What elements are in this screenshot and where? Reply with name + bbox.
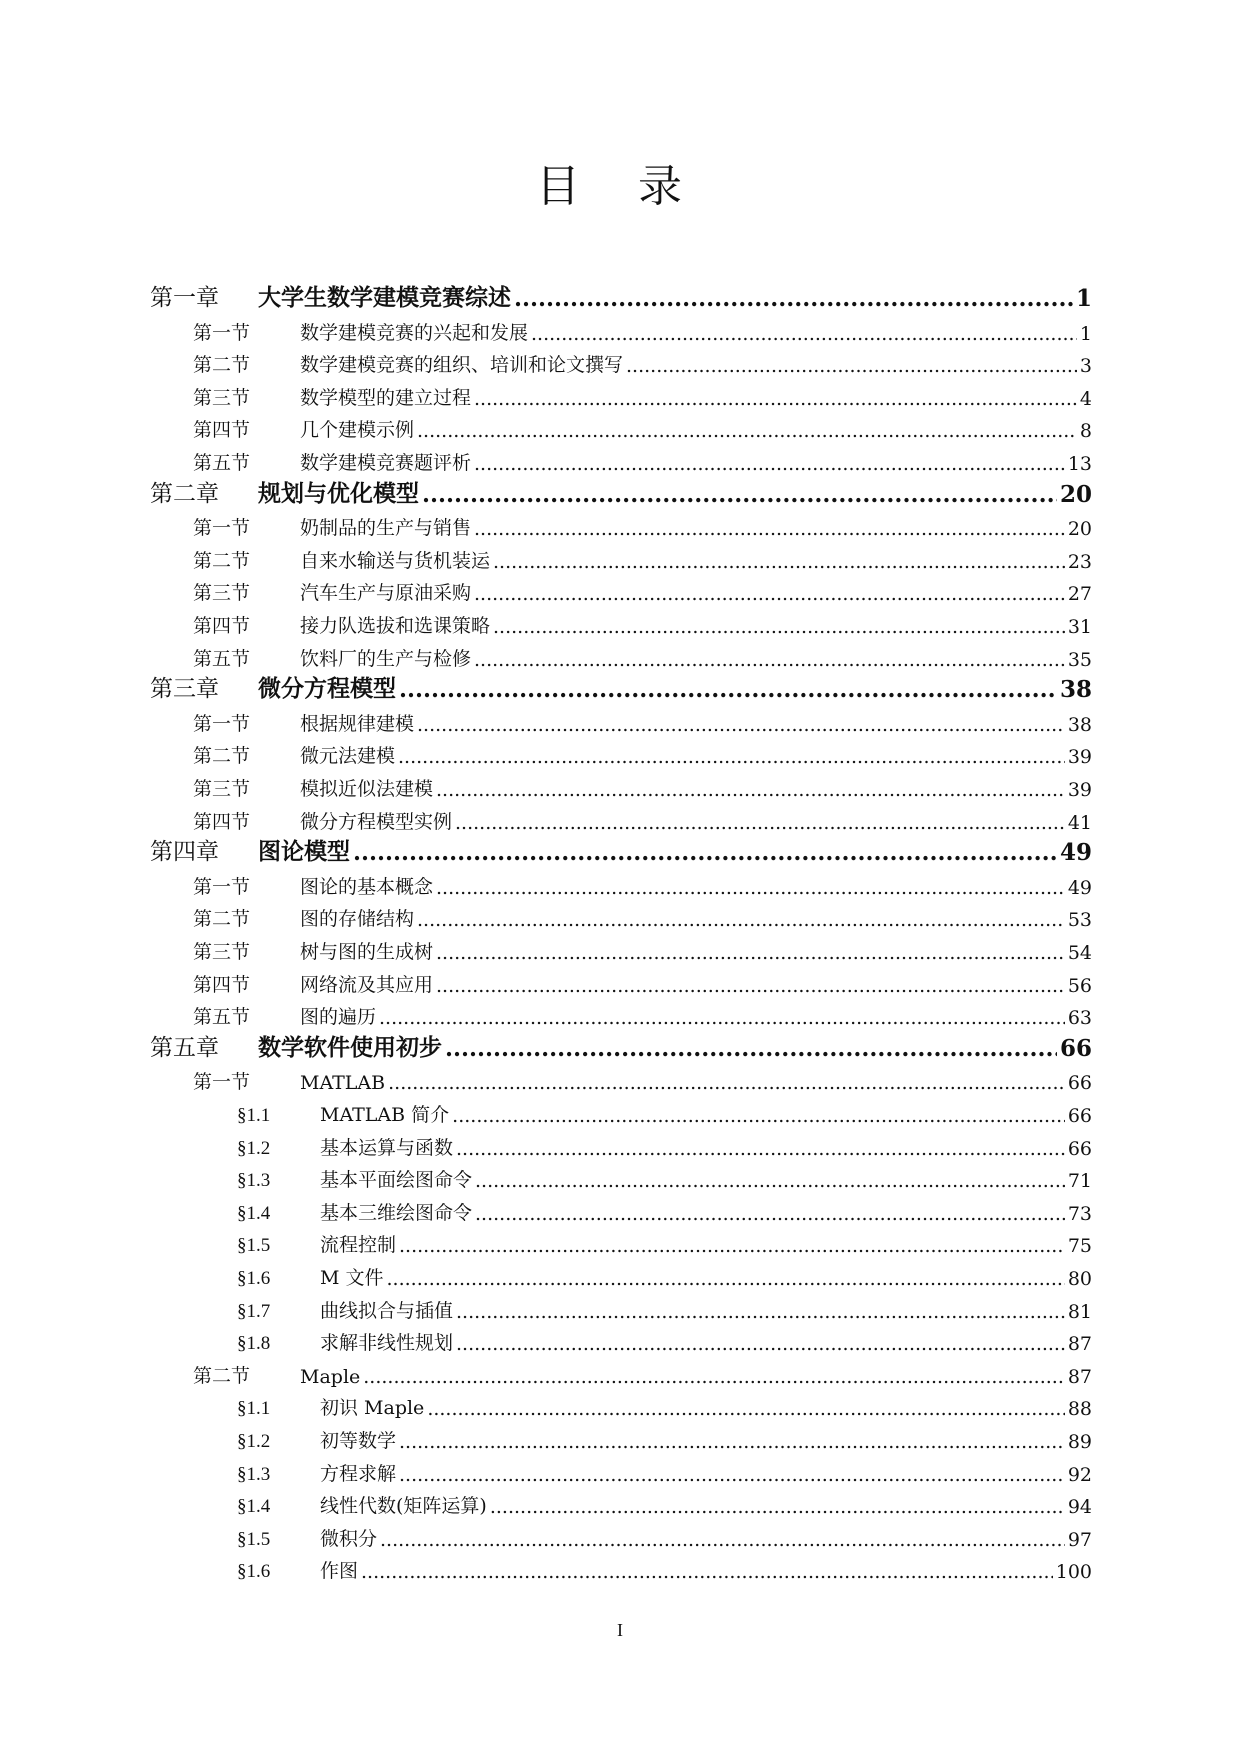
- page-number-footer: I: [617, 1620, 623, 1640]
- toc-entry-page: 80: [1067, 1268, 1092, 1290]
- toc-dot-leader: [387, 1267, 1065, 1290]
- toc-entry-number: §1.7: [237, 1300, 271, 1322]
- toc-entry-page: 94: [1067, 1496, 1092, 1519]
- toc-entry-number: 第五节: [193, 647, 251, 670]
- toc-entry-number: 第一节: [193, 1071, 251, 1094]
- toc-entry-title: 数学模型的建立过程: [300, 386, 472, 409]
- toc-entry-number: 第四节: [193, 419, 251, 442]
- toc-entry-page: 49: [1059, 839, 1092, 867]
- toc-entry-page: 39: [1067, 779, 1092, 801]
- toc-dot-leader: [399, 1430, 1065, 1453]
- toc-entry-number: 第二节: [193, 1364, 251, 1387]
- toc-entry-title: 微分方程模型: [258, 675, 396, 703]
- toc-entry-title: Maple: [300, 1365, 361, 1388]
- toc-entry-page: 13: [1067, 453, 1092, 475]
- toc-entry-number: 第二节: [193, 908, 251, 931]
- toc-entry-page: 20: [1067, 518, 1092, 541]
- toc-entry-title: 数学建模竞赛的组织、培训和论文撰写: [300, 354, 624, 377]
- toc-subsection-entry[interactable]: [237, 1128, 1092, 1160]
- toc-entry-number: §1.2: [237, 1137, 271, 1159]
- toc-entry-page: 66: [1067, 1105, 1092, 1127]
- toc-entry-page: 88: [1067, 1398, 1092, 1421]
- toc-entry-number: §1.6: [237, 1561, 271, 1583]
- toc-entry-page: 8: [1079, 420, 1092, 443]
- toc-dot-leader: [436, 974, 1065, 997]
- toc-entry-title: 方程求解: [320, 1462, 397, 1485]
- toc-entry-number: §1.5: [237, 1528, 271, 1550]
- toc-entry-number: §1.6: [237, 1268, 271, 1289]
- toc-entry-number: 第五章: [150, 1034, 219, 1061]
- toc-entry-page: 56: [1067, 974, 1092, 997]
- toc-entry-title: 树与图的生成树: [300, 941, 434, 963]
- toc-entry-number: §1.1: [237, 1105, 271, 1126]
- toc-dot-leader: [380, 1528, 1065, 1551]
- toc-chapter-entry[interactable]: [150, 671, 1092, 703]
- toc-dot-leader: [456, 1137, 1065, 1160]
- toc-chapter-entry[interactable]: [150, 476, 1092, 508]
- toc-subsection-entry[interactable]: [237, 1388, 1092, 1420]
- toc-section-entry[interactable]: [193, 410, 1092, 442]
- toc-entry-title: 微积分: [320, 1527, 378, 1550]
- toc-subsection-entry[interactable]: [237, 1323, 1092, 1355]
- toc-entry-number: §1.3: [237, 1170, 271, 1192]
- toc-entry-title: 自来水输送与货机装运: [300, 549, 491, 572]
- toc-entry-page: 66: [1067, 1072, 1092, 1095]
- toc-entry-number: 第一节: [193, 517, 251, 540]
- toc-section-entry[interactable]: [193, 704, 1092, 736]
- toc-dot-leader: [399, 676, 1057, 704]
- toc-entry-page: 92: [1067, 1463, 1092, 1486]
- toc-entry-page: 20: [1059, 480, 1092, 508]
- toc-entry-number: 第二节: [193, 549, 251, 572]
- toc-entry-title: 数学建模竞赛的兴起和发展: [300, 321, 529, 344]
- toc-entry-page: 27: [1067, 583, 1092, 606]
- toc-entry-number: 第五节: [193, 452, 251, 474]
- toc-dot-leader: [379, 1006, 1065, 1029]
- toc-dot-leader: [493, 550, 1065, 573]
- toc-dot-leader: [531, 322, 1077, 345]
- toc-subsection-entry[interactable]: [237, 1519, 1092, 1551]
- toc-dot-leader: [474, 387, 1077, 410]
- toc-entry-title: MATLAB: [300, 1072, 386, 1095]
- toc-dot-leader: [514, 284, 1073, 312]
- toc-dot-leader: [427, 1398, 1065, 1421]
- toc-entry-title: 图论模型: [258, 838, 350, 866]
- toc-entry-page: 75: [1067, 1235, 1092, 1258]
- toc-subsection-entry[interactable]: [237, 1225, 1092, 1257]
- toc-dot-leader: [452, 1104, 1065, 1127]
- toc-entry-page: 38: [1059, 676, 1092, 704]
- toc-entry-title: 接力队选拔和选课策略: [300, 615, 491, 637]
- toc-entry-page: 54: [1067, 942, 1092, 964]
- toc-entry-number: §1.5: [237, 1235, 271, 1257]
- toc-entry-title: 作图: [320, 1560, 359, 1583]
- toc-entry-number: §1.4: [237, 1496, 271, 1518]
- page-title: 目 录: [536, 161, 704, 212]
- toc-subsection-entry[interactable]: [237, 1291, 1092, 1323]
- toc-entry-page: 89: [1067, 1431, 1092, 1453]
- toc-entry-page: 3: [1079, 355, 1092, 378]
- toc-entry-number: 第四节: [193, 615, 251, 637]
- toc-section-entry[interactable]: [193, 508, 1092, 540]
- toc-entry-page: 66: [1067, 1137, 1092, 1160]
- toc-entry-number: 第二节: [193, 354, 251, 377]
- toc-entry-number: 第一章: [150, 285, 219, 311]
- toc-entry-title: 网络流及其应用: [300, 973, 434, 996]
- toc-entry-number: 第二节: [193, 745, 251, 768]
- toc-entry-number: 第三节: [193, 778, 251, 800]
- toc-dot-leader: [361, 1561, 1053, 1584]
- toc-entry-title: 基本平面绘图命令: [320, 1169, 473, 1192]
- toc-entry-title: 初等数学: [320, 1430, 397, 1452]
- toc-dot-leader: [474, 648, 1065, 671]
- toc-dot-leader: [398, 746, 1065, 769]
- toc-section-entry[interactable]: [193, 378, 1092, 410]
- toc-entry-number: 第五节: [193, 1006, 251, 1029]
- toc-entry-title: 图的遍历: [300, 1006, 377, 1029]
- toc-entry-page: 71: [1067, 1170, 1092, 1193]
- toc-entry-page: 23: [1067, 550, 1092, 573]
- toc-subsection-entry[interactable]: [237, 1160, 1092, 1192]
- toc-section-entry[interactable]: [193, 932, 1092, 964]
- toc-entry-title: 微元法建模: [300, 745, 396, 768]
- toc-entry-title: MATLAB 简介: [320, 1104, 450, 1126]
- toc-subsection-entry[interactable]: [237, 1421, 1092, 1453]
- toc-entry-number: §1.2: [237, 1431, 271, 1452]
- toc-section-entry[interactable]: [193, 736, 1092, 768]
- toc-entry-page: 100: [1055, 1561, 1092, 1584]
- toc-entry-title: 初识 Maple: [320, 1397, 425, 1420]
- toc-entry-number: §1.8: [237, 1333, 271, 1355]
- toc-section-entry[interactable]: [193, 573, 1092, 605]
- toc-dot-leader: [493, 615, 1065, 638]
- toc-entry-page: 53: [1067, 909, 1092, 932]
- toc-entry-number: 第三节: [193, 582, 251, 605]
- toc-subsection-entry[interactable]: [237, 1095, 1092, 1127]
- toc-entry-page: 1: [1079, 322, 1092, 345]
- toc-chapter-entry[interactable]: [150, 834, 1092, 866]
- toc-section-entry[interactable]: [193, 345, 1092, 377]
- toc-dot-leader: [388, 1072, 1065, 1095]
- toc-dot-leader: [399, 1235, 1065, 1258]
- toc-entry-number: 第三节: [193, 386, 251, 409]
- toc-entry-title: 汽车生产与原油采购: [300, 582, 472, 605]
- toc-entry-page: 73: [1067, 1202, 1092, 1225]
- toc-section-entry[interactable]: [193, 867, 1092, 899]
- toc-dot-leader: [436, 876, 1065, 899]
- toc-entry-page: 38: [1067, 713, 1092, 736]
- toc-section-entry[interactable]: [193, 997, 1092, 1029]
- toc-entry-title: M 文件: [320, 1267, 384, 1289]
- toc-entry-page: 41: [1067, 811, 1092, 834]
- toc-section-entry[interactable]: [193, 1356, 1092, 1388]
- toc-entry-title: 奶制品的生产与销售: [300, 517, 472, 540]
- toc-entry-number: 第三节: [193, 941, 251, 963]
- toc-dot-leader: [399, 1463, 1065, 1486]
- toc-entry-page: 31: [1067, 616, 1092, 638]
- toc-entry-title: 求解非线性规划: [320, 1332, 454, 1355]
- toc-entry-page: 35: [1067, 648, 1092, 671]
- toc-entry-title: 基本运算与函数: [320, 1136, 454, 1159]
- toc-entry-number: 第四章: [150, 839, 219, 866]
- toc-chapter-entry[interactable]: [150, 1030, 1092, 1062]
- toc-entry-page: 66: [1059, 1034, 1092, 1062]
- toc-entry-page: 63: [1067, 1007, 1092, 1030]
- toc-dot-leader: [417, 420, 1077, 443]
- toc-entry-page: 1: [1075, 285, 1092, 312]
- toc-entry-page: 39: [1067, 746, 1092, 769]
- toc-dot-leader: [422, 480, 1057, 508]
- toc-subsection-entry[interactable]: [237, 1193, 1092, 1225]
- toc-subsection-entry[interactable]: [237, 1454, 1092, 1486]
- toc-entry-title: 曲线拟合与插值: [320, 1299, 454, 1322]
- toc-dot-leader: [363, 1365, 1065, 1388]
- toc-entry-page: 87: [1067, 1333, 1092, 1356]
- toc-entry-page: 4: [1079, 387, 1092, 410]
- toc-entry-title: 微分方程模型实例: [300, 810, 453, 833]
- toc-entry-title: 数学建模竞赛题评析: [300, 452, 472, 474]
- toc-section-entry[interactable]: [193, 443, 1092, 475]
- toc-dot-leader: [474, 583, 1065, 606]
- toc-subsection-entry[interactable]: [237, 1551, 1092, 1583]
- toc-section-entry[interactable]: [193, 313, 1092, 345]
- toc-entry-page: 97: [1067, 1528, 1092, 1551]
- toc-dot-leader: [490, 1495, 1065, 1518]
- toc-entry-number: §1.3: [237, 1463, 271, 1485]
- toc-dot-leader: [353, 839, 1057, 867]
- toc-dot-leader: [417, 713, 1065, 736]
- toc-entry-title: 饮料厂的生产与检修: [300, 647, 472, 670]
- toc-entry-title: 规划与优化模型: [258, 479, 419, 507]
- toc-entry-title: 流程控制: [320, 1234, 397, 1257]
- toc-section-entry[interactable]: [193, 802, 1092, 834]
- toc-entry-page: 81: [1067, 1300, 1092, 1323]
- toc-chapter-entry[interactable]: [150, 280, 1092, 312]
- toc-subsection-entry[interactable]: [237, 1486, 1092, 1518]
- toc-entry-number: 第四节: [193, 810, 251, 833]
- toc-entry-number: 第三章: [150, 676, 219, 703]
- toc-entry-title: 线性代数(矩阵运算): [320, 1495, 487, 1518]
- toc-dot-leader: [455, 811, 1065, 834]
- toc-section-entry[interactable]: [193, 769, 1092, 801]
- toc-dot-leader: [456, 1300, 1065, 1323]
- toc-subsection-entry[interactable]: [237, 1258, 1092, 1290]
- toc-entry-number: 第一节: [193, 875, 251, 898]
- toc-dot-leader: [436, 778, 1065, 801]
- toc-section-entry[interactable]: [193, 1062, 1092, 1094]
- toc-dot-leader: [456, 1332, 1065, 1355]
- toc-entry-number: §1.4: [237, 1202, 271, 1224]
- toc-entry-title: 图的存储结构: [300, 908, 415, 931]
- toc-entry-title: 数学软件使用初步: [258, 1033, 442, 1061]
- toc-section-entry[interactable]: [193, 639, 1092, 671]
- toc-dot-leader: [417, 909, 1065, 932]
- toc-entry-title: 大学生数学建模竞赛综述: [258, 284, 511, 311]
- toc-entry-title: 图论的基本概念: [300, 875, 434, 898]
- toc-dot-leader: [445, 1034, 1057, 1062]
- toc-entry-title: 模拟近似法建模: [300, 778, 434, 800]
- toc-section-entry[interactable]: [193, 541, 1092, 573]
- toc-entry-page: 87: [1067, 1365, 1092, 1388]
- toc-dot-leader: [474, 452, 1065, 475]
- toc-dot-leader: [436, 941, 1065, 964]
- toc-entry-number: 第四节: [193, 973, 251, 996]
- toc-dot-leader: [475, 1202, 1065, 1225]
- toc-dot-leader: [626, 354, 1077, 377]
- toc-entry-number: 第一节: [193, 712, 251, 735]
- toc-entry-number: 第二章: [150, 480, 219, 507]
- toc-dot-leader: [474, 517, 1065, 540]
- toc-section-entry[interactable]: [193, 899, 1092, 931]
- toc-section-entry[interactable]: [193, 965, 1092, 997]
- toc-section-entry[interactable]: [193, 606, 1092, 638]
- toc-entry-title: 几个建模示例: [300, 419, 415, 442]
- toc-dot-leader: [475, 1169, 1065, 1192]
- toc-entry-title: 根据规律建模: [300, 712, 415, 735]
- toc-entry-title: 基本三维绘图命令: [320, 1201, 473, 1224]
- toc-entry-number: §1.1: [237, 1398, 271, 1420]
- toc-entry-page: 49: [1067, 876, 1092, 899]
- toc-entry-number: 第一节: [193, 321, 251, 344]
